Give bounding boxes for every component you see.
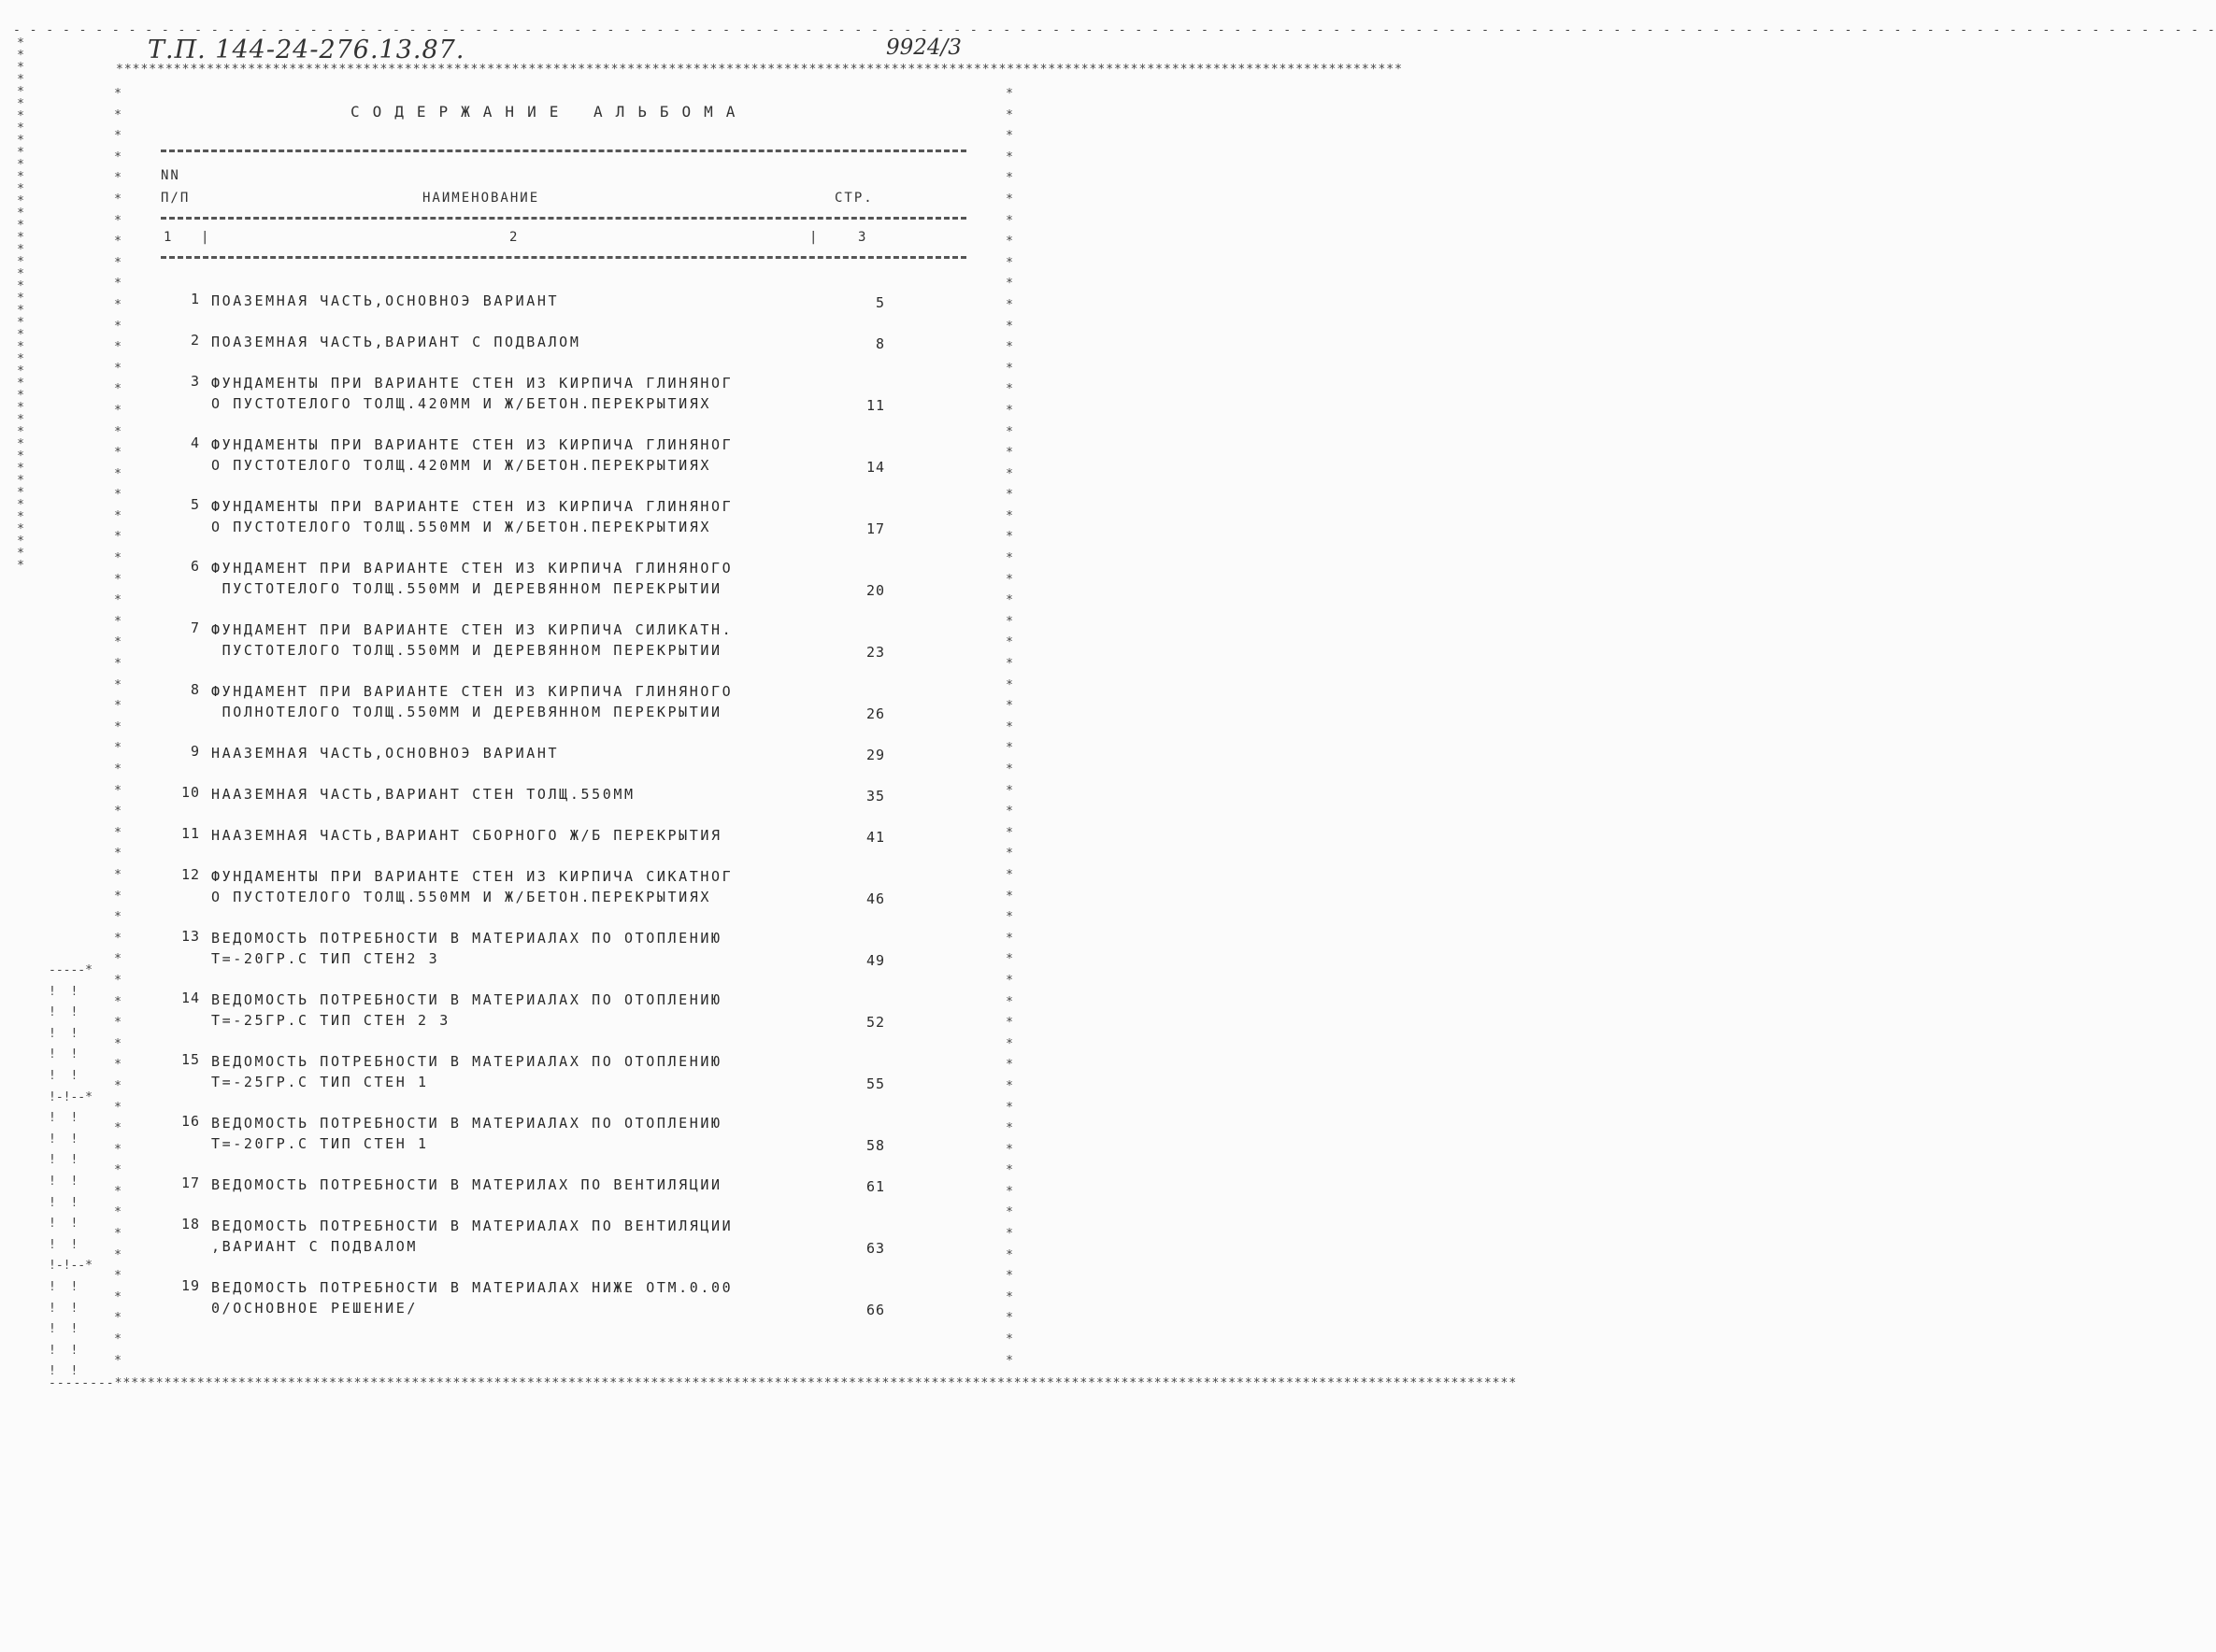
- item-title-line: Т=-20ГР.С ТИП СТЕН 1: [211, 1135, 429, 1152]
- item-number: 8: [190, 681, 200, 698]
- col-page-header: СТР.: [835, 191, 874, 206]
- item-page: 35: [865, 788, 885, 805]
- item-title-line: ФУНДАМЕНТ ПРИ ВАРИАНТЕ СТЕН ИЗ КИРПИЧА ГЛИНЯНОГО: [211, 683, 734, 700]
- item-title-line: ВЕДОМОСТЬ ПОТРЕБНОСТИ В МАТЕРИАЛАХ НИЖЕ ОТМ.0.00: [211, 1279, 734, 1296]
- item-number: 1: [190, 291, 200, 307]
- list-item: [0, 496, 1046, 537]
- item-title-line: НААЗЕМНАЯ ЧАСТЬ,ВАРИАНТ СТЕН ТОЛЩ.550ММ: [211, 786, 636, 803]
- list-item: [0, 620, 1046, 661]
- item-title-line: ФУНДАМЕНТЫ ПРИ ВАРИАНТЕ СТЕН ИЗ КИРПИЧА ГЛИНЯНОГ: [211, 375, 734, 392]
- border-inner-top: ************************************************************************************************************************************************************: [116, 63, 1403, 77]
- table-rule-bottom: [161, 256, 966, 259]
- item-number: 18: [180, 1216, 200, 1232]
- item-title: [211, 990, 819, 1031]
- border-right: * * * * * * * * * * * * * * * * * * * * * * * * * * * * * * * * * * * * * * * * * * * * * * * * * * * * * * * * * * * * *: [1006, 87, 1014, 1368]
- item-title: [211, 1175, 819, 1195]
- item-title-line: ПОЛНОТЕЛОГО ТОЛЩ.550ММ И ДЕРЕВЯННОМ ПЕРЕКРЫТИИ: [211, 704, 722, 720]
- list-item: [0, 1051, 1046, 1092]
- list-item: [0, 1216, 1046, 1257]
- list-item: [0, 332, 1046, 352]
- list-item: [0, 990, 1046, 1031]
- item-title-line: ВЕДОМОСТЬ ПОТРЕБНОСТИ В МАТЕРИАЛАХ ПО ОТОПЛЕНИЮ: [211, 1115, 722, 1132]
- list-item: [0, 743, 1046, 763]
- item-title: [211, 784, 819, 805]
- item-title: [211, 681, 819, 722]
- item-number: 12: [180, 866, 200, 883]
- item-title: [211, 1216, 819, 1257]
- item-title: [211, 620, 819, 661]
- item-number: 11: [180, 825, 200, 842]
- item-page: 52: [865, 1014, 885, 1031]
- item-title: [211, 291, 819, 311]
- list-item: [0, 784, 1046, 805]
- item-page: 55: [865, 1075, 885, 1092]
- item-title: [211, 1051, 819, 1092]
- table-rule-top: [161, 150, 966, 152]
- list-item: [0, 866, 1046, 907]
- document-code: Т.П. 144-24-276.13.87.: [148, 36, 465, 64]
- item-title-line: 0/ОСНОВНОЕ РЕШЕНИЕ/: [211, 1300, 418, 1317]
- item-title: [211, 866, 819, 907]
- item-title-line: ПУСТОТЕЛОГО ТОЛЩ.550ММ И ДЕРЕВЯННОМ ПЕРЕКРЫТИИ: [211, 642, 722, 659]
- list-item: [0, 681, 1046, 722]
- item-number: 17: [180, 1175, 200, 1191]
- list-item: [0, 373, 1046, 414]
- col-index-3: 3: [858, 230, 868, 245]
- item-page: 14: [865, 459, 885, 476]
- item-page: 8: [875, 335, 885, 352]
- item-page: 29: [865, 747, 885, 763]
- col-index-2: 2: [509, 230, 520, 245]
- item-page: 58: [865, 1137, 885, 1154]
- item-title-line: ФУНДАМЕНТЫ ПРИ ВАРИАНТЕ СТЕН ИЗ КИРПИЧА ГЛИНЯНОГ: [211, 498, 734, 515]
- item-title: [211, 496, 819, 537]
- col-index-1: 1: [164, 230, 174, 245]
- border-left-outer: * * * * * * * * * * * * * * * * * * * * * * * * * * * * * * * * * * * * * * * * * * * *: [17, 36, 25, 573]
- item-title-line: ПУСТОТЕЛОГО ТОЛЩ.550ММ И ДЕРЕВЯННОМ ПЕРЕКРЫТИИ: [211, 580, 722, 597]
- item-number: 13: [180, 928, 200, 945]
- item-number: 2: [190, 332, 200, 349]
- item-page: 46: [865, 890, 885, 907]
- table-rule-mid: [161, 217, 966, 220]
- item-number: 15: [180, 1051, 200, 1068]
- col-num-header-line1: NN: [161, 168, 180, 183]
- item-title-line: ВЕДОМОСТЬ ПОТРЕБНОСТИ В МАТЕРИАЛАХ ПО ОТОПЛЕНИЮ: [211, 1053, 722, 1070]
- item-page: 26: [865, 705, 885, 722]
- item-number: 10: [180, 784, 200, 801]
- page-title: СОДЕРЖАНИЕ АЛЬБОМА: [350, 103, 749, 121]
- item-number: 6: [190, 558, 200, 575]
- contents-list: [0, 291, 1046, 1339]
- item-title-line: ФУНДАМЕНТ ПРИ ВАРИАНТЕ СТЕН ИЗ КИРПИЧА ГЛИНЯНОГО: [211, 560, 734, 577]
- item-number: 9: [190, 743, 200, 760]
- item-number: 7: [190, 620, 200, 636]
- item-page: 5: [875, 294, 885, 311]
- item-page: 49: [865, 952, 885, 969]
- item-title-line: НААЗЕМНАЯ ЧАСТЬ,ВАРИАНТ СБОРНОГО Ж/Б ПЕРЕКРЫТИЯ: [211, 827, 722, 844]
- item-title-line: О ПУСТОТЕЛОГО ТОЛЩ.550ММ И Ж/БЕТОН.ПЕРЕКРЫТИЯХ: [211, 889, 712, 905]
- item-title-line: ВЕДОМОСТЬ ПОТРЕБНОСТИ В МАТЕРИАЛАХ ПО ОТОПЛЕНИЮ: [211, 991, 722, 1008]
- item-number: 16: [180, 1113, 200, 1130]
- item-title-line: ПОАЗЕМНАЯ ЧАСТЬ,ВАРИАНТ С ПОДВАЛОМ: [211, 334, 581, 350]
- item-title: [211, 928, 819, 969]
- list-item: [0, 434, 1046, 476]
- item-page: 11: [865, 397, 885, 414]
- item-title-line: Т=-20ГР.С ТИП СТЕН2 3: [211, 950, 440, 967]
- col-sep-1: |: [201, 230, 211, 245]
- item-page: 17: [865, 520, 885, 537]
- item-title-line: Т=-25ГР.С ТИП СТЕН 1: [211, 1074, 429, 1090]
- border-bottom: --------**************************************************************************************************************************************************************************: [49, 1376, 1518, 1390]
- border-left-inner: * * * * * * * * * * * * * * * * * * * * * * * * * * * * * * * * * * * * * * * * * * * * * * * * * * * * * * * * * * * * *: [114, 87, 122, 1368]
- item-title-line: ,ВАРИАНТ С ПОДВАЛОМ: [211, 1238, 418, 1255]
- item-title: [211, 373, 819, 414]
- col-sep-2: |: [809, 230, 820, 245]
- list-item: [0, 825, 1046, 846]
- col-num-header-line2: П/П: [161, 191, 191, 206]
- item-page: 41: [865, 829, 885, 846]
- item-title-line: О ПУСТОТЕЛОГО ТОЛЩ.420ММ И Ж/БЕТОН.ПЕРЕКРЫТИЯХ: [211, 457, 712, 474]
- item-title: [211, 332, 819, 352]
- list-item: [0, 1113, 1046, 1154]
- item-title: [211, 1113, 819, 1154]
- item-title-line: НААЗЕМНАЯ ЧАСТЬ,ОСНОВНОЭ ВАРИАНТ: [211, 745, 560, 762]
- item-number: 4: [190, 434, 200, 451]
- item-number: 19: [180, 1277, 200, 1294]
- sheet-number: 9924/3: [886, 36, 962, 60]
- item-title: [211, 743, 819, 763]
- item-number: 5: [190, 496, 200, 513]
- item-title-line: ФУНДАМЕНТ ПРИ ВАРИАНТЕ СТЕН ИЗ КИРПИЧА СИЛИКАТН.: [211, 621, 734, 638]
- list-item: [0, 558, 1046, 599]
- item-title-line: ПОАЗЕМНАЯ ЧАСТЬ,ОСНОВНОЭ ВАРИАНТ: [211, 292, 560, 309]
- item-title-line: О ПУСТОТЕЛОГО ТОЛЩ.550ММ И Ж/БЕТОН.ПЕРЕКРЫТИЯХ: [211, 519, 712, 535]
- item-page: 20: [865, 582, 885, 599]
- border-top: - - - - - - - - - - - - - - - - - - - - - - - - - - - - - - - - - - - - - - - - - - - - - - - - - - - - - - - - - - - - - - - - - - - - - - - - - - - - - - - - - - - - - - - - - - - - - - - - - - - - - - - - - - - - - - - - - - - - - - - - - - - - - - - - - - - - - -: [13, 23, 2216, 37]
- item-title: [211, 434, 819, 476]
- item-title: [211, 1277, 819, 1318]
- list-item: [0, 291, 1046, 311]
- item-title-line: ФУНДАМЕНТЫ ПРИ ВАРИАНТЕ СТЕН ИЗ КИРПИЧА СИКАТНОГ: [211, 868, 734, 885]
- item-number: 3: [190, 373, 200, 390]
- item-number: 14: [180, 990, 200, 1006]
- list-item: [0, 1175, 1046, 1195]
- item-title: [211, 825, 819, 846]
- item-title-line: ВЕДОМОСТЬ ПОТРЕБНОСТИ В МАТЕРИАЛАХ ПО ОТОПЛЕНИЮ: [211, 930, 722, 947]
- item-title-line: ВЕДОМОСТЬ ПОТРЕБНОСТИ В МАТЕРИАЛАХ ПО ВЕНТИЛЯЦИИ: [211, 1218, 734, 1234]
- list-item: [0, 1277, 1046, 1318]
- item-title-line: ВЕДОМОСТЬ ПОТРЕБНОСТИ В МАТЕРИЛАХ ПО ВЕНТИЛЯЦИИ: [211, 1176, 722, 1193]
- item-page: 61: [865, 1178, 885, 1195]
- item-page: 66: [865, 1302, 885, 1318]
- item-title-line: Т=-25ГР.С ТИП СТЕН 2 3: [211, 1012, 450, 1029]
- item-title-line: ФУНДАМЕНТЫ ПРИ ВАРИАНТЕ СТЕН ИЗ КИРПИЧА ГЛИНЯНОГ: [211, 436, 734, 453]
- item-page: 23: [865, 644, 885, 661]
- list-item: [0, 928, 1046, 969]
- item-title: [211, 558, 819, 599]
- item-title-line: О ПУСТОТЕЛОГО ТОЛЩ.420ММ И Ж/БЕТОН.ПЕРЕКРЫТИЯХ: [211, 395, 712, 412]
- stamp-corner-lines: -----* ! ! ! ! ! ! ! ! ! ! !-!--* ! ! ! ! ! ! ! ! ! ! ! ! ! ! !-!--* ! ! ! ! ! ! ! ! ! !: [49, 963, 93, 1379]
- col-name-header: НАИМЕНОВАНИЕ: [422, 191, 540, 206]
- item-page: 63: [865, 1240, 885, 1257]
